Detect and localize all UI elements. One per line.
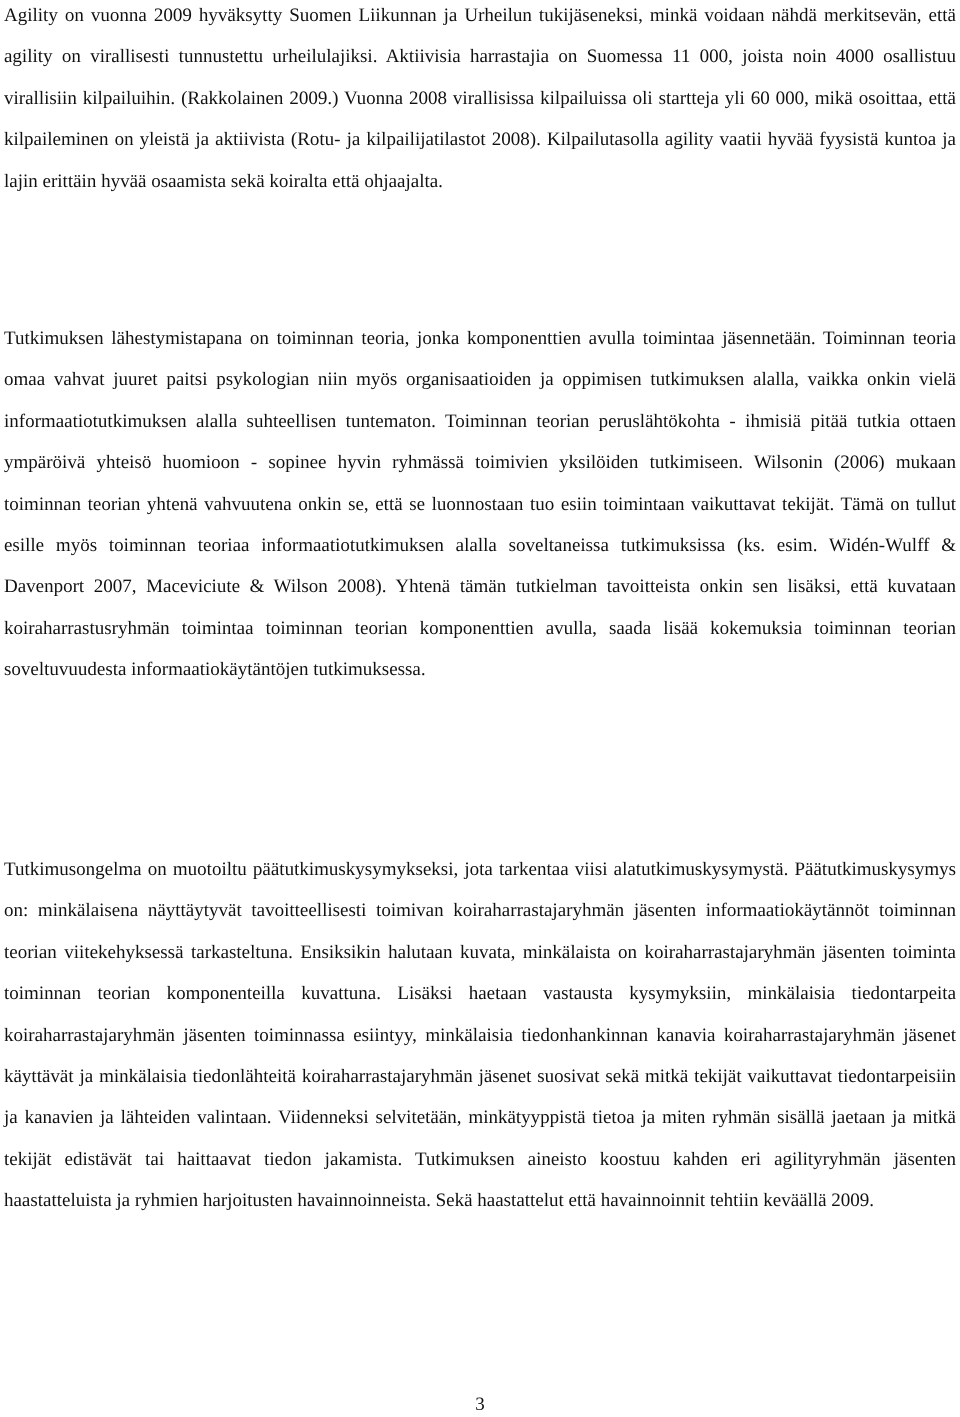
- paragraph-research-approach: Tutkimuksen lähestymistapana on toiminnan teoria, jonka komponenttien avulla toimintaa jäsennetään. Toiminnan teoria omaa vahvat juuret paitsi psykologian niin myös organisaatioiden ja oppimisen tutkimuksen alalla, vaikka onkin vielä informaatiotutkimuksen alalla suhteellisen tuntematon. Toiminnan teorian peruslähtökohta - ihmisiä pitää tutkia ottaen ympäröivä yhteisö huomioon - sopinee hyvin ryhmässä toimivien yksilöiden tutkimiseen. Wilsonin (2006) mukaan toiminnan teorian yhtenä vahvuutena onkin se, että se luonnostaan tuo esiin toimintaan vaikuttavat tekijät. Tämä on tullut esille myös toiminnan teoriaa informaatiotutkimuksen alalla soveltaneissa tutkimuksissa (ks. esim. Widén-Wulff & Davenport 2007, Maceviciute & Wilson 2008). Yhtenä tämän tutkielman tavoitteista onkin sen lisäksi, että kuvataan koiraharrastusryhmän toimintaa toiminnan teorian komponenttien avulla, saada lisää kokemuksia toiminnan teorian soveltuvuudesta informaatiokäytäntöjen tutkimuksessa.: [4, 328, 956, 681]
- paragraph-agility-intro: Agility on vuonna 2009 hyväksytty Suomen Liikunnan ja Urheilun tukijäseneksi, minkä voidaan nähdä merkitsevän, että agility on virallisesti tunnustettu urheilulajiksi. Aktiivisia harrastajia on Suomessa 11 000, joista noin 4000 osallistuu virallisiin kilpailuihin. (Rakkolainen 2009.) Vuonna 2008 virallisissa kilpailuissa oli startteja yli 60 000, mikä osoittaa, että kilpaileminen on yleistä ja aktiivista (Rotu- ja kilpailijatilastot 2008). Kilpailutasolla agility vaatii hyvää fyysistä kuntoa ja lajin erittäin hyvää osaamista sekä koiralta että ohjaajalta.: [4, 5, 956, 192]
- paragraph-research-problem: Tutkimusongelma on muotoiltu päätutkimuskysymykseksi, jota tarkentaa viisi alatutkimuskysymystä. Päätutkimuskysymys on: minkälaisena näyttäytyvät tavoitteellisesti toimivan koiraharrastajaryhmän jäsenten informaatiokäytännöt toiminnan teorian viitekehyksessä tarkasteltuna. Ensiksikin halutaan kuvata, minkälaista on koiraharrastajaryhmän jäsenten toiminta toiminnan teorian komponenteilla kuvattuna. Lisäksi haetaan vastausta kysymyksiin, minkälaisia tiedontarpeita koiraharrastajaryhmän jäsenten toiminnassa esiintyy, minkälaisia tiedonhankinnan kanavia koiraharrastajaryhmän jäsenet käyttävät ja minkälaisia tiedonlähteitä koiraharrastajaryhmän jäsenet suosivat sekä mitkä tekijät vaikuttavat tiedontarpeisiin ja kanavien ja lähteiden valintaan. Viidenneksi selvitetään, minkätyyppistä tietoa ja miten ryhmän sisällä jaetaan ja mitkä tekijät edistävät tai haittaavat tiedon jakamista. Tutkimuksen aineisto koostuu kahden eri agilityryhmän jäsenten haastatteluista ja ryhmien harjoitusten havainnoinneista. Sekä haastattelut että havainnoinnit tehtiin keväällä 2009.: [4, 859, 956, 1212]
- page-number: 3: [475, 1394, 485, 1415]
